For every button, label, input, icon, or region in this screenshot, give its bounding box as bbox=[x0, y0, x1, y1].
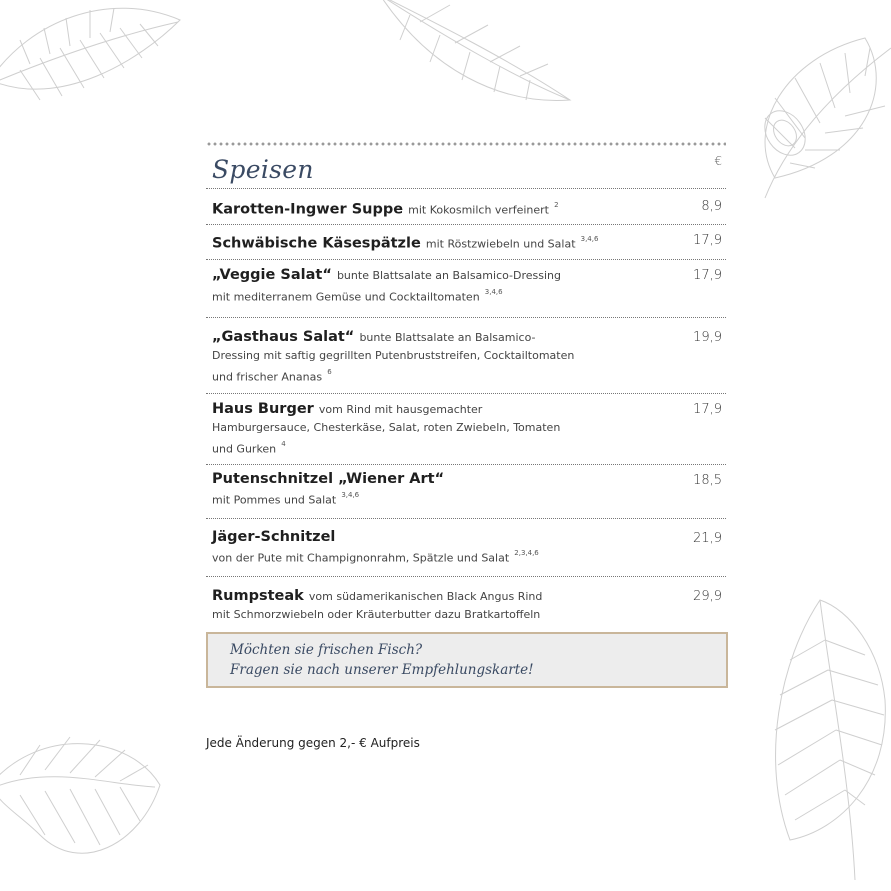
section-title: Speisen bbox=[212, 155, 314, 184]
feather-icon bbox=[760, 580, 891, 880]
peacock-feather-icon bbox=[745, 28, 891, 208]
menu-card bbox=[206, 140, 726, 629]
item-name: „Gasthaus Salat“ bbox=[212, 328, 355, 345]
item-price: 17,9 bbox=[693, 233, 722, 249]
fish-notice-box bbox=[206, 632, 728, 688]
item-name: Putenschnitzel „Wiener Art“ bbox=[212, 470, 445, 487]
menu-item bbox=[206, 519, 726, 577]
item-description: bunte Blattsalate an Balsamico-Dressing mit saftig gegrillten Putenbruststreifen, Cocktailtomaten und frischer Ananas bbox=[212, 330, 575, 384]
item-description: von der Pute mit Champignonrahm, Spätzle und Salat bbox=[212, 551, 510, 565]
item-description: mit Pommes und Salat bbox=[212, 492, 337, 506]
feather-icon bbox=[0, 0, 190, 130]
currency-label: € bbox=[714, 154, 722, 168]
item-description: vom Rind mit hausgemachter Hamburgersauce, Chesterkäse, Salat, roten Zwiebeln, Tomaten und Gurken bbox=[212, 403, 561, 456]
item-price: 21,9 bbox=[693, 530, 722, 546]
menu-item bbox=[206, 260, 726, 318]
item-price: 29,9 bbox=[693, 589, 722, 605]
notice-line: Fragen sie nach unserer Empfehlungskarte! bbox=[230, 662, 534, 678]
allergen-note: 2 bbox=[554, 201, 559, 209]
menu-item bbox=[206, 577, 726, 629]
menu-item bbox=[206, 394, 726, 464]
item-name: Karotten-Ingwer Suppe bbox=[212, 201, 404, 218]
item-name: Haus Burger bbox=[212, 401, 314, 418]
menu-item bbox=[206, 225, 726, 259]
item-name: Jäger-Schnitzel bbox=[212, 528, 336, 545]
feather-icon bbox=[370, 0, 580, 115]
item-price: 18,5 bbox=[693, 472, 722, 488]
item-price: 8,9 bbox=[701, 199, 722, 214]
allergen-note: 3,4,6 bbox=[484, 287, 503, 296]
menu-item bbox=[206, 189, 726, 225]
item-price: 17,9 bbox=[693, 267, 722, 283]
item-price: 17,9 bbox=[693, 402, 722, 418]
allergen-note: 4 bbox=[281, 440, 286, 449]
dotted-divider bbox=[206, 140, 726, 148]
item-description: vom südamerikanischen Black Angus Rind mit Schmorzwiebeln oder Kräuterbutter dazu Bratkartoffeln bbox=[212, 590, 543, 622]
allergen-note: 3,4,6 bbox=[580, 235, 599, 244]
item-name: Rumpsteak bbox=[212, 588, 304, 605]
item-name: „Veggie Salat“ bbox=[212, 266, 332, 283]
item-price: 19,9 bbox=[693, 329, 722, 345]
allergen-note: 6 bbox=[327, 367, 332, 376]
menu-header bbox=[206, 154, 726, 189]
menu-item bbox=[206, 318, 726, 394]
menu-item bbox=[206, 465, 726, 519]
feather-icon bbox=[0, 725, 170, 875]
allergen-note: 2,3,4,6 bbox=[514, 548, 539, 557]
notice-line: Möchten sie frischen Fisch? bbox=[230, 642, 423, 658]
allergen-note: 3,4,6 bbox=[341, 490, 360, 499]
item-description: mit Kokosmilch verfeinert bbox=[408, 203, 549, 217]
item-description: mit Röstzwiebeln und Salat bbox=[425, 237, 576, 251]
item-name: Schwäbische Käsespätzle bbox=[212, 235, 421, 252]
surcharge-note: Jede Änderung gegen 2,- € Aufpreis bbox=[206, 736, 420, 750]
item-description: bunte Blattsalate an Balsamico-Dressing mit mediterranem Gemüse und Cocktailtomaten bbox=[212, 268, 562, 303]
